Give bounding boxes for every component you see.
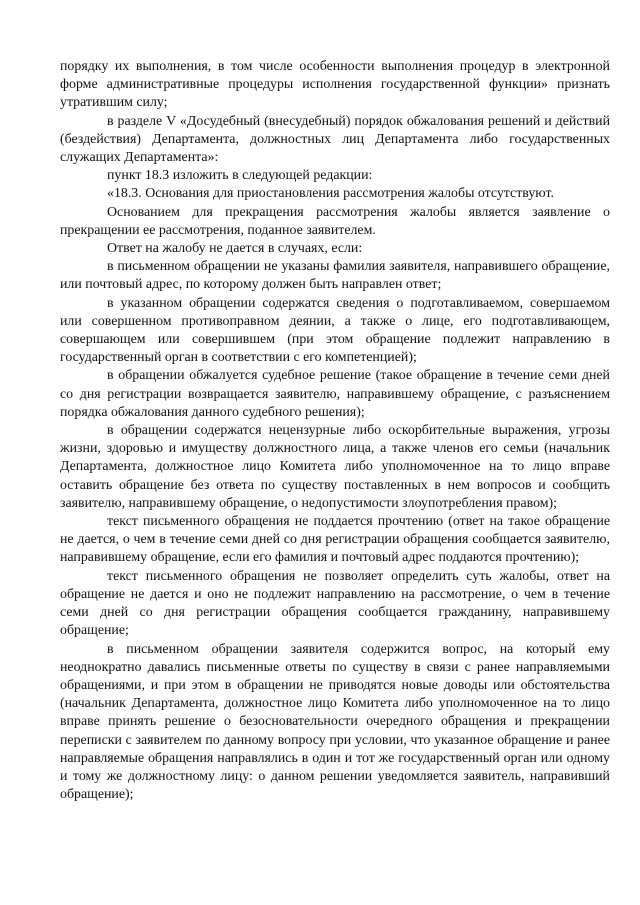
- paragraph-continuation: порядку их выполнения, в том числе особенности выполнения процедур в электронной форме административные процедуры исполнения государственной функции» признать утратившим силу;: [60, 59, 610, 111]
- document-page: [60, 58, 610, 804]
- paragraph-section-v: в разделе V «Досудебный (внесудебный) порядок обжалования решений и действий (бездействия) Департамента, должностных лиц Департамента либо государственных служащих Департамента»:: [60, 113, 610, 166]
- paragraph-termination-basis: Основанием для прекращения рассмотрения жалобы является заявление о прекращении ее рассмотрения, поданное заявителем.: [60, 204, 610, 238]
- list-item: в указанном обращении содержатся сведения о подготавливаемом, совершаемом или совершенном противоправном деянии, а также о лице, его подготавливающем, совершающем или совершившем (при этом обращение подлежит направлению в государственный орган в соответствии с его компетенцией);: [60, 295, 610, 366]
- list-item: в письменном обращении заявителя содержится вопрос, на который ему неоднократно давались письменные ответы по существу в связи с ранее направляемыми обращениями, и при этом в обращении не приводятся новые доводы или обстоятельства (начальник Департамента, должностное лицо Комитета либо уполномоченное на то лицо вправе принять решение о безосновательности очередного обращения и прекращении переписки с заявителем по данному вопросу при условии, что указанное обращение и ранее направляемые обращения направлялись в один и тот же государственный орган или одному и тому же должностному лицу: о данном решении уведомляется заявитель, направивший обращение);: [60, 641, 610, 803]
- paragraph-no-answer-cases: Ответ на жалобу не дается в случаях, если:: [107, 241, 363, 257]
- list-item: текст письменного обращения не поддается прочтению (ответ на такое обращение не дается, о чем в течение семи дней со дня регистрации обращения сообщается заявителю, направившему обращение, если его фамилия и почтовый адрес поддаются прочтению);: [60, 514, 610, 566]
- list-item: в обращении содержатся нецензурные либо оскорбительные выражения, угрозы жизни, здоровью и имуществу должностного лица, а также членов его семьи (начальник Департамента, должностное лицо Комитета либо уполномоченное на то лицо вправе оставить обращение без ответа по существу поставленных в нем вопросов и сообщить заявителю, направившему обращение, о недопустимости злоупотребления правом);: [60, 423, 610, 511]
- paragraph-18-3-heading: «18.3. Основания для приостановления рассмотрения жалобы отсутствуют.: [107, 186, 554, 202]
- list-item: в обращении обжалуется судебное решение (такое обращение в течение семи дней со дня регистрации возвращается заявителю, направившему обращение, с разъяснением порядка обжалования данного судебного решения);: [60, 368, 610, 420]
- list-item: текст письменного обращения не позволяет определить суть жалобы, ответ на обращение не дается и оно не подлежит направлению на рассмотрение, о чем в течение семи дней со дня регистрации обращения сообщается гражданину, направившему обращение;: [60, 568, 610, 639]
- list-item: в письменном обращении не указаны фамилия заявителя, направившего обращение, или почтовый адрес, по которому должен быть направлен ответ;: [60, 259, 610, 293]
- paragraph-item-18-3: пункт 18.3 изложить в следующей редакции:: [107, 168, 373, 184]
